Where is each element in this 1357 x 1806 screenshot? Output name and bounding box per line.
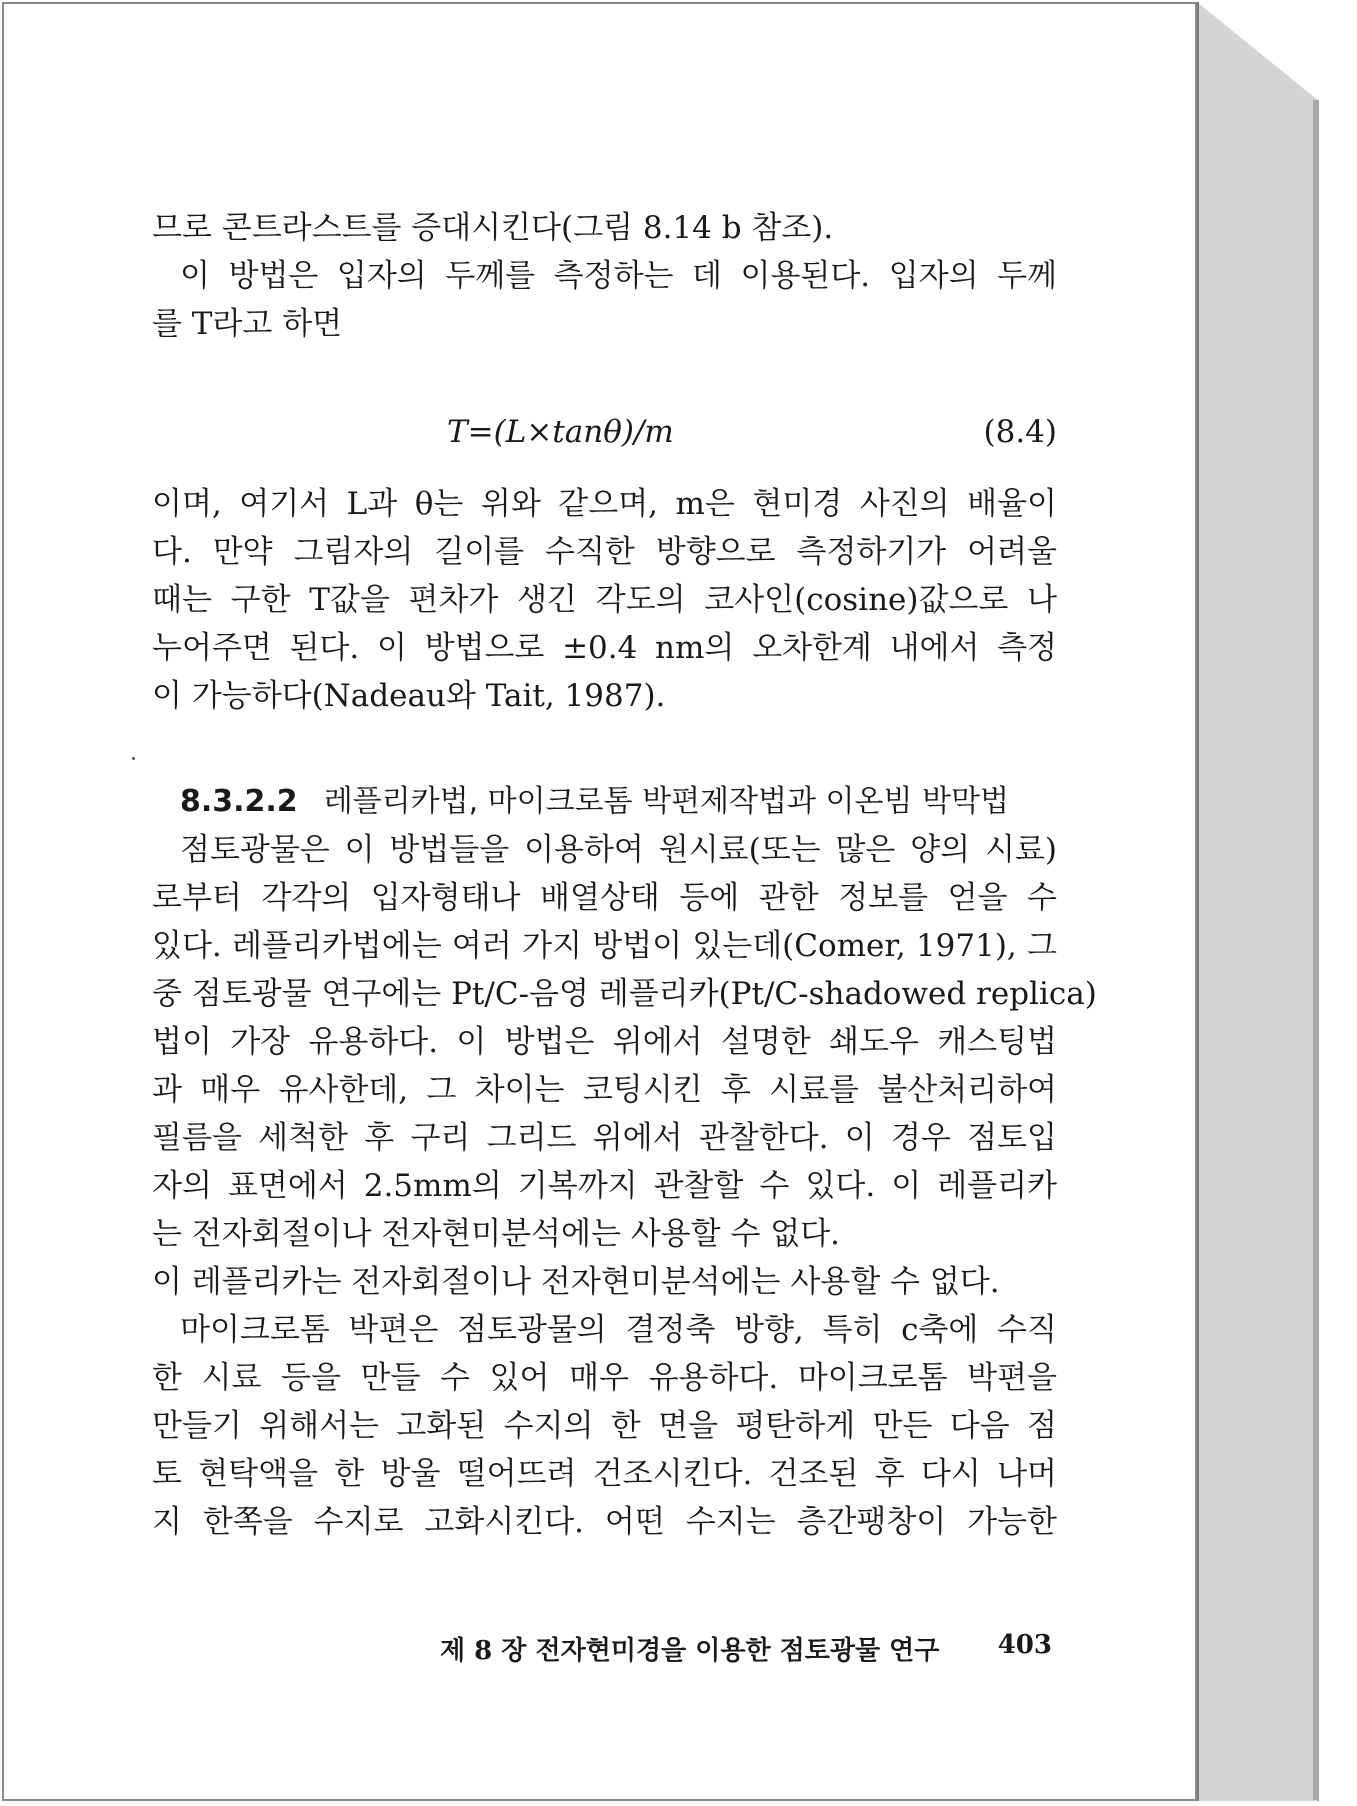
spine-shadow xyxy=(1313,100,1319,1800)
scan-speck xyxy=(132,757,135,760)
text-line: 마이크로톰 박편은 점토광물의 결정축 방향, 특히 c축에 수직 xyxy=(180,1312,1057,1348)
text-line: 로부터 각각의 입자형태나 배열상태 등에 관한 정보를 얻을 수 xyxy=(152,880,1057,916)
section-heading xyxy=(180,776,1057,824)
text-line: 점토광물은 이 방법들을 이용하여 원시료(또는 많은 양의 시료) xyxy=(180,832,1057,868)
equation-number: (8.4) xyxy=(983,414,1057,450)
paragraph-2 xyxy=(152,480,1057,720)
equation-body: T=(L×tanθ)/m xyxy=(447,414,674,450)
text-line: 는 전자회절이나 전자현미분석에는 사용할 수 없다. xyxy=(152,1216,840,1252)
text-line: 므로 콘트라스트를 증대시킨다(그림 8.14 b 참조). xyxy=(152,210,834,246)
text-line: 중 점토광물 연구에는 Pt/C-음영 레플리카(Pt/C-shadowed replica) xyxy=(152,976,1097,1012)
text-line: 때는 구한 T값을 편차가 생긴 각도의 코사인(cosine)값으로 나 xyxy=(152,582,1057,618)
text-line: 한 시료 등을 만들 수 있어 매우 유용하다. 마이크로톰 박편을 xyxy=(152,1360,1057,1396)
section-number: 8.3.2.2 xyxy=(180,784,298,819)
text-line: 자의 표면에서 2.5mm의 기복까지 관찰할 수 있다. 이 레플리카 xyxy=(152,1168,1057,1204)
section-title: 레플리카법, 마이크로톰 박편제작법과 이온빔 박막법 xyxy=(323,784,1009,819)
paragraph-3 xyxy=(152,826,1097,1306)
text-line: 토 현탁액을 한 방울 떨어뜨려 건조시킨다. 건조된 후 다시 나머 xyxy=(152,1456,1057,1492)
paragraph-4 xyxy=(152,1306,1057,1546)
page-footer xyxy=(440,1630,1052,1670)
text-line: 이며, 여기서 L과 θ는 위와 같으며, m은 현미경 사진의 배율이 xyxy=(152,486,1057,522)
text-line: 법이 가장 유용하다. 이 방법은 위에서 설명한 쇄도우 캐스팅법 xyxy=(152,1024,1057,1060)
paragraph-1 xyxy=(152,204,1057,348)
text-line: 있다. 레플리카법에는 여러 가지 방법이 있는데(Comer, 1971), 그 xyxy=(152,928,1057,964)
page-number: 403 xyxy=(997,1630,1052,1660)
text-line: 만들기 위해서는 고화된 수지의 한 면을 평탄하게 만든 다음 점 xyxy=(152,1408,1057,1444)
text-line: 누어주면 된다. 이 방법으로 ±0.4 nm의 오차한계 내에서 측정 xyxy=(152,630,1057,666)
text-line: 필름을 세척한 후 구리 그리드 위에서 관찰한다. 이 경우 점토입 xyxy=(152,1120,1057,1156)
equation-8-4 xyxy=(152,414,1057,462)
text-line: 과 매우 유사한데, 그 차이는 코팅시킨 후 시료를 불산처리하여 xyxy=(152,1072,1057,1108)
text-line: 이 레플리카는 전자회절이나 전자현미분석에는 사용할 수 없다. xyxy=(152,1264,1000,1300)
spine-divider xyxy=(1197,2,1199,1801)
text-line: 이 방법은 입자의 두께를 측정하는 데 이용된다. 입자의 두께 xyxy=(180,258,1057,294)
text-line: 이 가능하다(Nadeau와 Tait, 1987). xyxy=(152,678,666,714)
running-footer: 제 8 장 전자현미경을 이용한 점토광물 연구 xyxy=(440,1636,940,1666)
text-line: 다. 만약 그림자의 길이를 수직한 방향으로 측정하기가 어려울 xyxy=(152,534,1057,570)
text-line: 를 T라고 하면 xyxy=(152,306,343,342)
text-line: 지 한쪽을 수지로 고화시킨다. 어떤 수지는 층간팽창이 가능한 xyxy=(152,1504,1057,1540)
book-spine-edge xyxy=(1197,2,1319,1801)
